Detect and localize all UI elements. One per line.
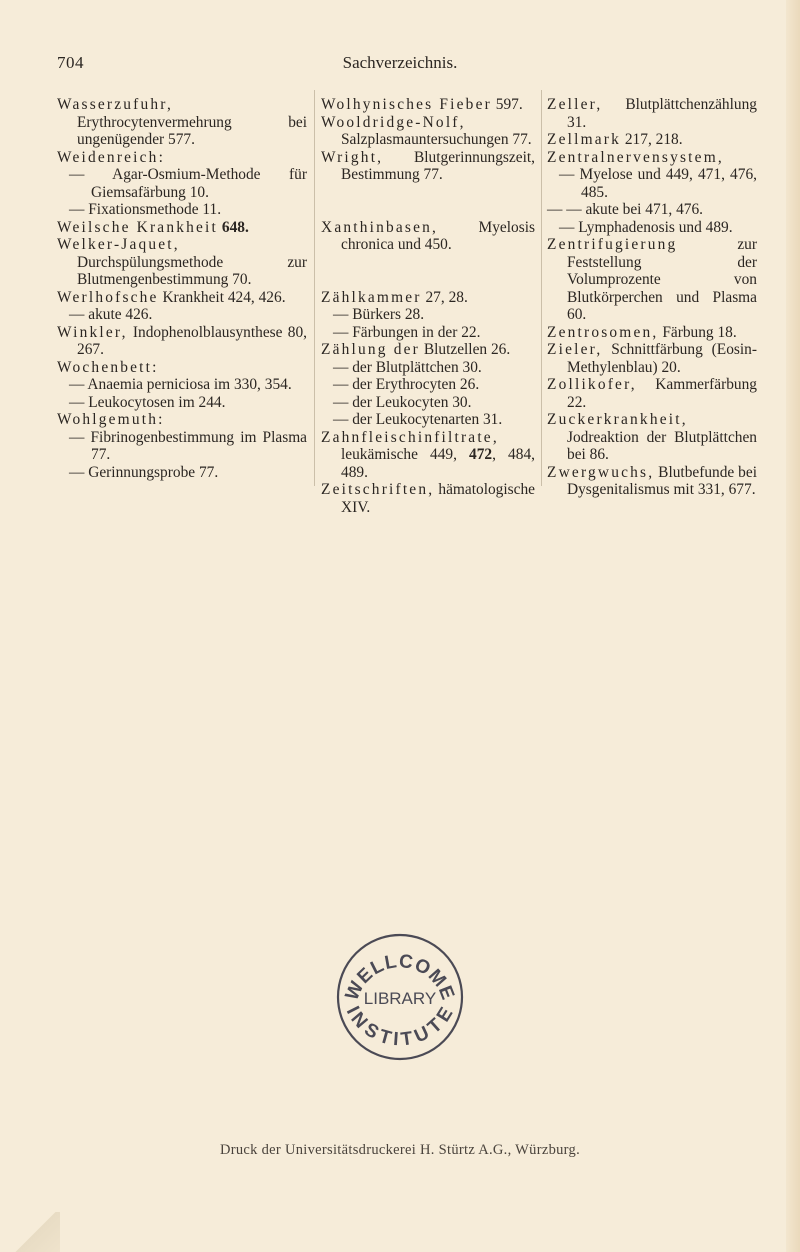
entry-text: — Färbungen in der 22. [333, 323, 481, 341]
entry-text: — Fibrinogenbestimmung im Plasma 77. [69, 428, 307, 463]
index-entry [547, 236, 757, 324]
printer-imprint: Druck der Universitätsdruckerei H. Stürtz A.G., Würzburg. [219, 1142, 581, 1158]
index-subentry [321, 411, 535, 429]
entry-text: Blutgerinnungszeit, Bestimmung 77. [341, 148, 535, 183]
index-entry [57, 149, 307, 167]
entry-text: leukämische 449, [341, 446, 470, 463]
entry-head: Werlhofsche [57, 288, 159, 306]
index-subentry [57, 464, 307, 482]
entry-text: 597. [491, 96, 523, 113]
entry-text: 27, 28. [421, 288, 468, 306]
page-corner [0, 1212, 60, 1252]
entry-head: Zahnfleischinfiltrate, [321, 428, 499, 446]
column-divider [314, 90, 315, 486]
index-entry [547, 96, 757, 131]
page-number: 704 [57, 53, 84, 72]
entry-head: Zuckerkrankheit, [547, 411, 688, 428]
stamp-center-text: LIBRARY [363, 989, 437, 1008]
entry-text: hämatologische XIV. [341, 481, 535, 516]
index-subentry [57, 201, 307, 219]
index-entry [321, 289, 535, 307]
index-entry [547, 324, 757, 342]
entry-text: Salzplasmauntersuchungen 77. [341, 131, 532, 148]
entry-text: 217, 218. [621, 131, 683, 148]
entry-head: Xanthinbasen, [321, 218, 439, 236]
index-entry [547, 411, 757, 464]
index-entry [547, 464, 757, 499]
index-subentry [321, 359, 535, 377]
index-entry [57, 236, 307, 289]
entry-head: Zeitschriften, [321, 481, 435, 498]
index-subentry [321, 306, 535, 324]
index-entry [321, 96, 535, 114]
index-entry [57, 96, 307, 149]
entry-head: Welker-Jaquet, [57, 236, 180, 253]
index-entry [547, 149, 757, 167]
entry-text: — Myelose und 449, 471, 476, 485. [559, 166, 757, 201]
entry-page-bold: 648. [221, 218, 249, 236]
index-subentry [321, 394, 535, 412]
entry-text: Indophenolblausynthese 80, 267. [77, 323, 307, 358]
entry-head: Zieler, [547, 341, 603, 358]
index-entry [57, 359, 307, 377]
entry-head: Wohlgemuth: [57, 411, 165, 428]
index-entry [547, 376, 757, 411]
index-subentry [57, 394, 307, 412]
entry-text: , 484, 489. [341, 446, 535, 481]
index-entry [547, 341, 757, 376]
index-column-2 [321, 96, 535, 516]
entry-text: — Fixationsmethode 11. [69, 201, 222, 218]
index-entry [321, 481, 535, 516]
entry-head: Zentralnervensystem, [547, 148, 724, 166]
entry-text: Blutzellen 26. [420, 341, 511, 358]
entry-text: — der Leukocyten 30. [333, 393, 472, 411]
entry-head: Winkler, [57, 323, 128, 341]
index-entry [57, 411, 307, 429]
entry-head: Zellmark [547, 131, 622, 148]
entry-text: Blutbefunde bei Dysgenitalismus mit 331, 677. [567, 463, 757, 498]
index-subentry [321, 324, 535, 342]
entry-text: Schnittfärbung (Eosin-Methylenblau) 20. [567, 341, 757, 376]
index-column-3 [547, 96, 757, 499]
entry-head: Weilsche Krankheit [57, 218, 219, 236]
entry-text: — Gerinnungsprobe 77. [69, 463, 219, 481]
index-entry [321, 149, 535, 184]
index-entry [57, 289, 307, 307]
index-entry [321, 219, 535, 254]
column-divider [541, 90, 542, 486]
index-entry [321, 429, 535, 482]
index-subentry [547, 166, 757, 201]
running-title: Sachverzeichnis. [342, 53, 458, 72]
index-subentry [57, 306, 307, 324]
index-subentry [547, 219, 757, 237]
entry-text: — der Leukocytenarten 31. [333, 411, 503, 428]
index-subentry [57, 376, 307, 394]
entry-head: Zentrosomen, [547, 323, 659, 341]
entry-head: Zählkammer [321, 288, 422, 306]
entry-text: Kammerfärbung 22. [567, 376, 757, 411]
entry-head: Zeller, [547, 96, 603, 113]
entry-text: Erythrocytenvermehrung bei ungenügender 577. [77, 113, 307, 148]
entry-text: — Bürkers 28. [333, 306, 425, 323]
entry-text: — der Erythrocyten 26. [333, 376, 480, 393]
entry-head: Weidenreich: [57, 148, 166, 166]
entry-text: — — akute bei 471, 476. [547, 201, 704, 218]
entry-page-bold: 472 [469, 446, 493, 463]
index-column-1 [57, 96, 307, 481]
entry-text: zur Feststellung der Volumprozente von Blutkörperchen und Plasma 60. [567, 236, 757, 323]
entry-text: Myelosis chronica und 450. [341, 218, 535, 253]
entry-text: — Anaemia perniciosa im 330, 354. [69, 376, 292, 393]
library-stamp-icon [335, 932, 465, 1062]
entry-text: — der Blutplättchen 30. [333, 358, 482, 376]
entry-text: Färbung 18. [658, 323, 737, 341]
entry-head: Wolhynisches Fieber [321, 96, 492, 113]
entry-head: Wright, [321, 148, 384, 166]
entry-text: Blutplättchenzählung 31. [567, 96, 757, 131]
index-subentry [547, 201, 757, 219]
entry-head: Zählung der [321, 341, 420, 358]
entry-head: Wooldridge-Nolf, [321, 113, 466, 131]
entry-head: Zollikofer, [547, 376, 637, 393]
entry-head: Zwergwuchs, [547, 463, 655, 481]
entry-text: — Leukocytosen im 244. [69, 393, 226, 411]
stamp-top-text: WELLCOME [341, 950, 459, 1004]
index-subentry [321, 376, 535, 394]
index-entry [547, 131, 757, 149]
page-edge [786, 0, 800, 1252]
entry-head: Wasserzufuhr, [57, 96, 174, 113]
entry-head: Wochenbett: [57, 358, 159, 376]
entry-text: Krankheit 424, 426. [158, 288, 286, 306]
index-subentry [57, 166, 307, 201]
entry-text: — Agar-Osmium-Methode für Giemsafärbung 10. [69, 166, 307, 201]
entry-head: Zentrifugierung [547, 236, 678, 253]
index-entry [57, 219, 307, 237]
entry-text: — akute 426. [69, 306, 153, 323]
stamp-bottom-text: INSTITUTE [341, 1003, 458, 1051]
index-entry [57, 324, 307, 359]
index-subentry [57, 429, 307, 464]
index-entry [321, 114, 535, 149]
entry-text: Jodreaktion der Blutplättchen bei 86. [567, 428, 757, 463]
entry-text: — Lymphadenosis und 489. [559, 218, 733, 236]
entry-text: Durchspülungsmethode zur Blutmengenbestimmung 70. [77, 253, 307, 288]
index-entry [321, 341, 535, 359]
